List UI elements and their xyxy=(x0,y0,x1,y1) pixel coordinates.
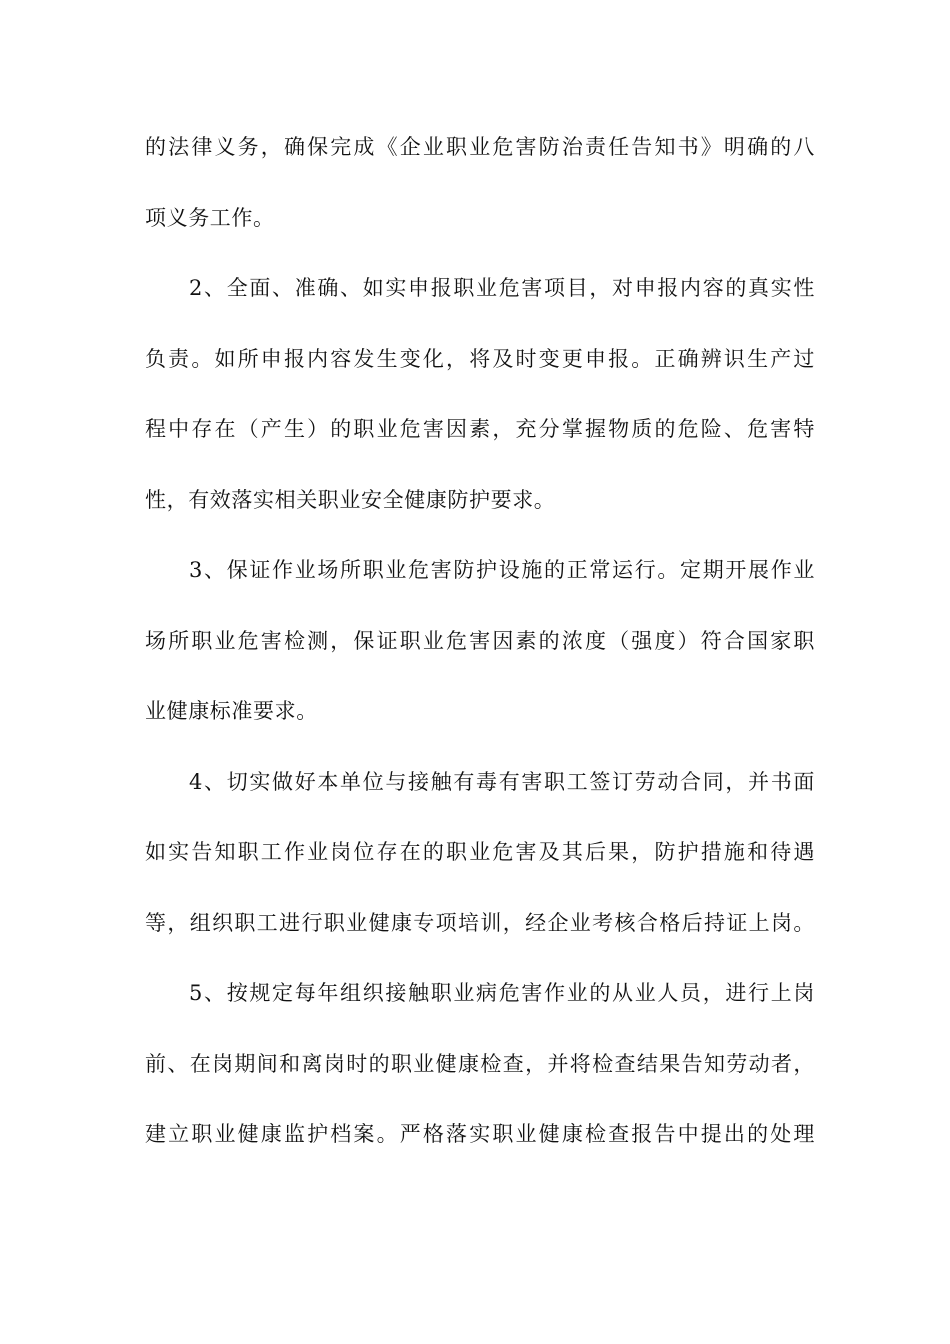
text-line: 前、在岗期间和离岗时的职业健康检查，并将检查结果告知劳动者， xyxy=(145,1051,815,1076)
text-line: 的法律义务，确保完成《企业职业危害防治责任告知书》明确的八 xyxy=(145,135,815,159)
text-line: 场所职业危害检测，保证职业危害因素的浓度（强度）符合国家职 xyxy=(145,628,815,653)
document-body xyxy=(145,130,815,1188)
text-line: 等，组织职工进行职业健康专项培训，经企业考核合格后持证上岗。 xyxy=(145,910,815,935)
text-line: 负责。如所申报内容发生变化，将及时变更申报。正确辨识生产过 xyxy=(145,346,815,371)
text-line: 建立职业健康监护档案。严格落实职业健康检查报告中提出的处理 xyxy=(145,1122,815,1146)
paragraph-2-line: 2、全面、准确、如实申报职业危害项目，对申报内容的真实性 xyxy=(189,276,815,300)
text-line: 如实告知职工作业岗位存在的职业危害及其后果，防护措施和待遇 xyxy=(145,840,815,864)
paragraph-5-line: 5、按规定每年组织接触职业病危害作业的从业人员，进行上岗 xyxy=(189,981,815,1005)
paragraph-3-line: 3、保证作业场所职业危害防护设施的正常运行。定期开展作业 xyxy=(189,558,815,582)
text-line: 程中存在（产生）的职业危害因素，充分掌握物质的危险、危害特 xyxy=(145,417,815,441)
text-line: 项义务工作。 xyxy=(145,205,275,230)
text-line: 业健康标准要求。 xyxy=(145,699,318,723)
paragraph-4-line: 4、切实做好本单位与接触有毒有害职工签订劳动合同，并书面 xyxy=(189,769,815,794)
text-line: 性，有效落实相关职业安全健康防护要求。 xyxy=(145,487,556,512)
